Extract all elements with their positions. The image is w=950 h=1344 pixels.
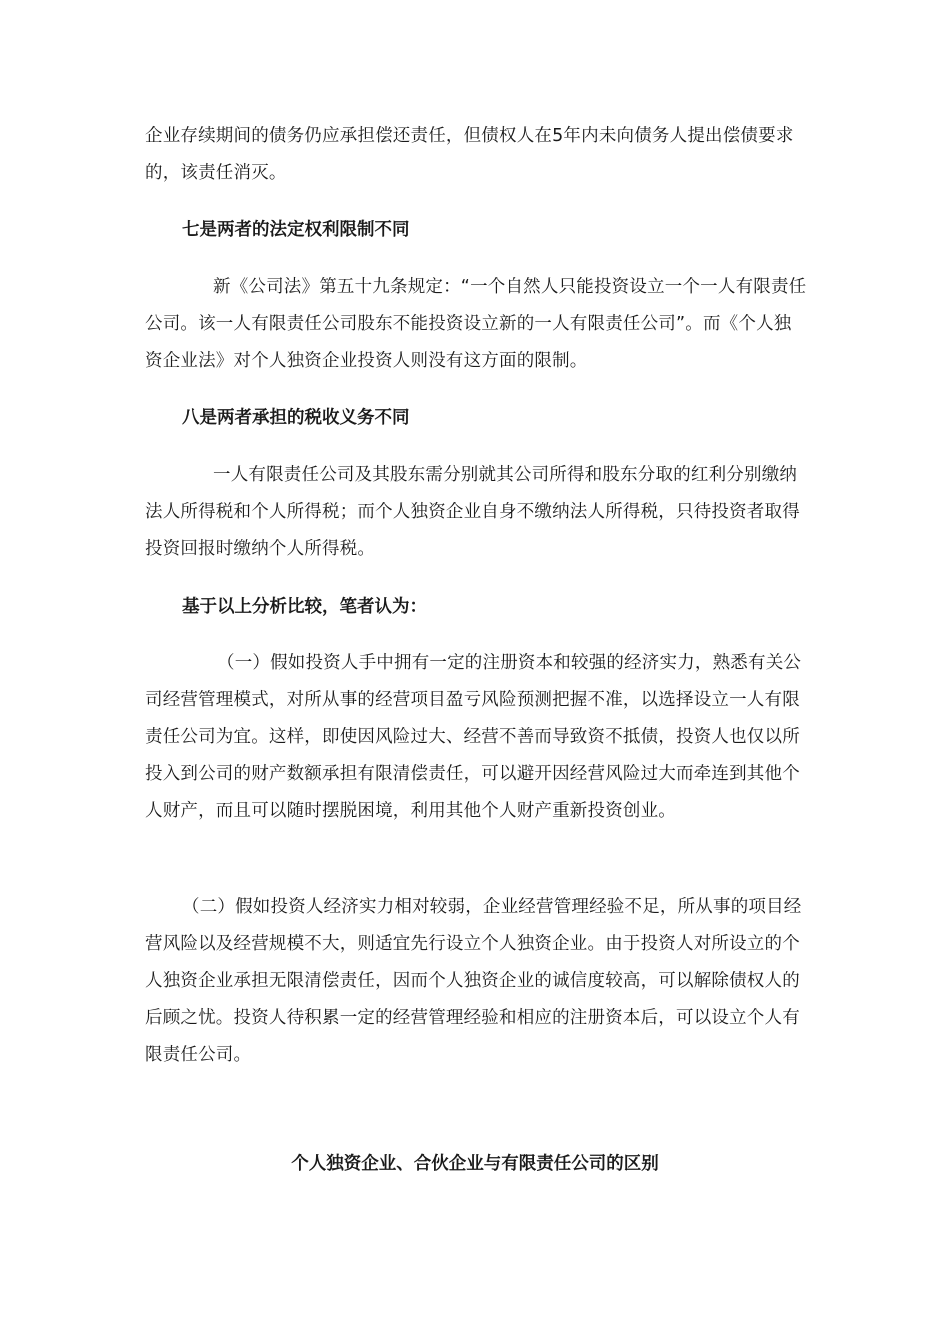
heading-rights-restriction: 七是两者的法定权利限制不同 — [182, 220, 410, 240]
section-title: 个人独资企业、合伙企业与有限责任公司的区别 — [291, 1154, 659, 1174]
paragraph-recommendation-one: （一）假如投资人手中拥有一定的注册资本和较强的经济实力，熟悉有关公司经营管理模式，对所从事的经营项目盈亏风险预测把握不准，以选择设立一人有限责任公司为宜。这样，即使因风险过大、经营不善而导致资不抵债，投资人也仅以所投入到公司的财产数额承担有限清偿责任，可以避开因经营风险过大而牵连到其他个人财产，而且可以随时摆脱困境，利用其他个人财产重新投资创业。 — [145, 653, 802, 821]
paragraph-company-law-article-59: 新《公司法》第五十九条规定：“一个自然人只能投资设立一个一人有限责任公司。该一人有限责任公司股东不能投资设立新的一人有限责任公司”。而《个人独资企业法》对个人独资企业投资人则没有这方面的限制。 — [145, 277, 807, 371]
heading-tax-obligations: 八是两者承担的税收义务不同 — [182, 408, 410, 428]
paragraph-tax-comparison: 一人有限责任公司及其股东需分别就其公司所得和股东分取的红利分别缴纳法人所得税和个人所得税；而个人独资企业自身不缴纳法人所得税，只待投资者取得投资回报时缴纳个人所得税。 — [145, 465, 800, 559]
paragraph-recommendation-two: （二）假如投资人经济实力相对较弱，企业经营管理经验不足，所从事的项目经营风险以及经营规模不大，则适宜先行设立个人独资企业。由于投资人对所设立的个人独资企业承担无限清偿责任，因而个人独资企业的诚信度较高，可以解除债权人的后顾之忧。投资人待积累一定的经营管理经验和相应的注册资本后，可以设立个人有限责任公司。 — [145, 897, 802, 1065]
heading-conclusion: 基于以上分析比较，笔者认为： — [182, 597, 427, 617]
paragraph-debt-continuation: 企业存续期间的债务仍应承担偿还责任，但债权人在5年内未向债务人提出偿债要求的，该责任消灭。 — [145, 126, 794, 183]
